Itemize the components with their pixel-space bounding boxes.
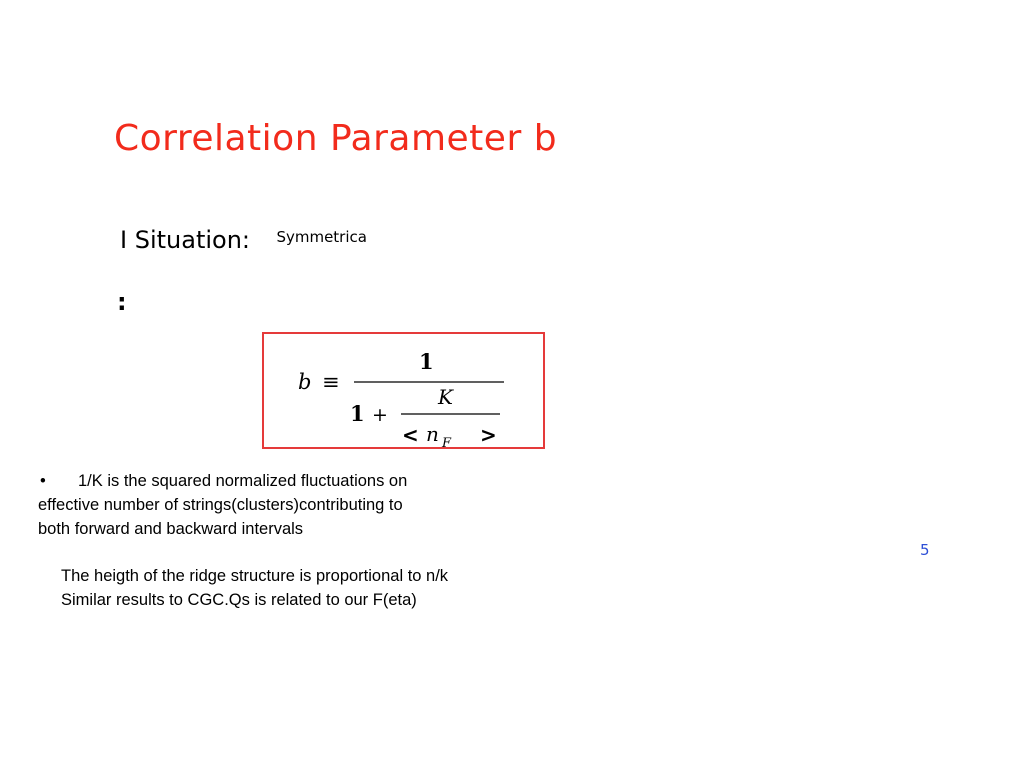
note-line-1: The heigth of the ridge structure is proportional to n/k <box>61 567 449 585</box>
bullet-text-1: 1/K is the squared normalized fluctuations on <box>78 472 408 490</box>
formula-denominator-one: 1 <box>350 401 365 426</box>
bullet-marker: • <box>40 472 46 490</box>
formula-equiv: ≡ <box>322 370 340 394</box>
formula-inner-var: n <box>426 422 439 446</box>
slide-title: Correlation Parameter b <box>114 118 558 159</box>
note-block <box>61 564 448 612</box>
formula-inner-close: > <box>480 423 497 447</box>
page-number: 5 <box>920 541 930 559</box>
situation-label: I Situation: <box>120 226 250 254</box>
formula-inner-sub: F <box>442 436 452 451</box>
formula-numerator: 1 <box>419 349 434 374</box>
formula-box <box>262 332 545 449</box>
bullet-block <box>38 469 407 541</box>
formula-plus: + <box>372 404 388 426</box>
bullet-line-2: effective number of strings(clusters)contributing to <box>38 496 403 514</box>
formula-inner-numerator: K <box>438 385 453 409</box>
note-line-2: Similar results to CGC.Qs is related to our F(eta) <box>61 591 417 609</box>
formula-svg <box>264 334 547 451</box>
situation-value: Symmetrica <box>276 228 367 246</box>
formula-lhs: b <box>298 370 312 394</box>
formula-inner-open: < <box>402 423 419 447</box>
colon-mark: : <box>117 288 127 316</box>
bullet-line-1 <box>38 469 407 493</box>
bullet-line-3: both forward and backward intervals <box>38 520 304 538</box>
situation-row <box>120 226 367 254</box>
